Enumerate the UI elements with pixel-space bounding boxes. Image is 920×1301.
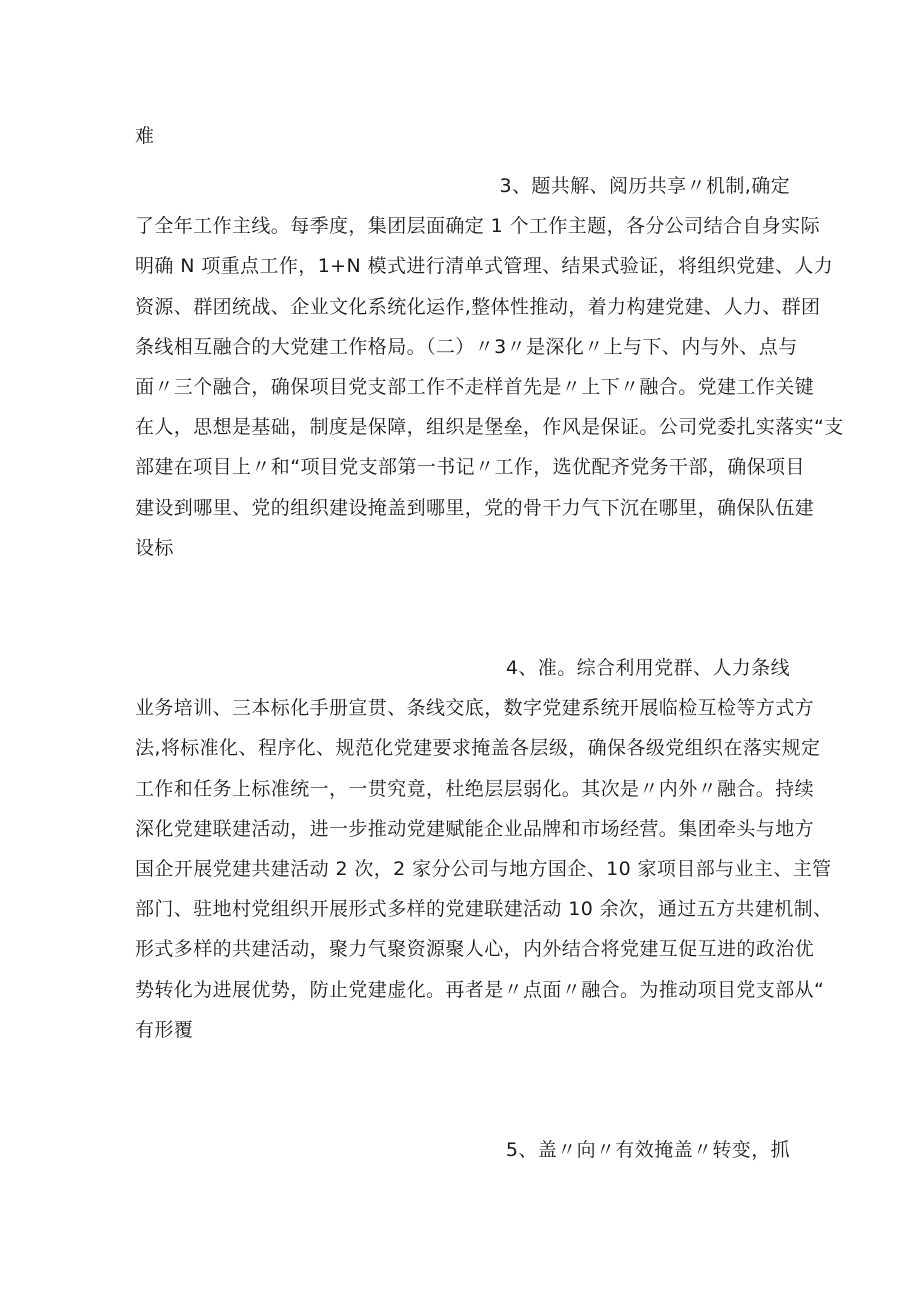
- fragment-line: 难: [135, 125, 155, 147]
- section-3: [135, 166, 844, 568]
- section-3-line: 资源、群团统战、企业文化系统化运作,整体性推动，着力构建党建、人力、群团: [135, 295, 821, 318]
- section-4-line: 深化党建联建活动，进一步推动党建赋能企业品牌和市场经营。集团牵头与地方: [135, 817, 815, 840]
- section-3-line: 在人，思想是基础，制度是保障，组织是堡垒，作风是保证。公司党委扎实落实“支: [135, 416, 844, 439]
- section-4-line: 有形覆: [135, 1018, 194, 1041]
- section-4: [135, 648, 833, 1050]
- section-3-line: 部建在项目上〃和“项目党支部第一书记〃工作，选优配齐党务干部，确保项目: [135, 456, 805, 479]
- section-3-line: 设标: [135, 536, 174, 559]
- section-3-line: 建设到哪里、党的组织建设掩盖到哪里，党的骨干力气下沉在哪里，确保队伍建: [135, 496, 815, 519]
- section-5: [135, 1130, 790, 1170]
- section-4-line: 业务培训、三本标化手册宣贯、条线交底，数字党建系统开展临检互检等方式方: [135, 697, 815, 720]
- section-4-line: 形式多样的共建活动，聚力气聚资源聚人心，内外结合将党建互促互进的政治优: [135, 938, 815, 961]
- section-4-line: 法,将标准化、程序化、规范化党建要求掩盖各层级，确保各级党组织在落实规定: [135, 737, 821, 760]
- section-4-heading: 4、准。综合利用党群、人力条线: [505, 657, 790, 679]
- section-3-heading: 3、题共解、阅历共享〃机制,确定: [499, 175, 790, 197]
- section-4-line: 国企开展党建共建活动 2 次，2 家分公司与地方国企、10 家项目部与业主、主管: [135, 857, 832, 880]
- section-3-line: 面〃三个融合，确保项目党支部工作不走样首先是〃上下〃融合。党建工作关键: [135, 375, 815, 398]
- section-4-line: 部门、驻地村党组织开展形式多样的党建联建活动 10 余次，通过五方共建机制、: [135, 898, 833, 921]
- section-4-line: 势转化为进展优势，防止党建虚化。再者是〃点面〃融合。为推动项目党支部从“: [135, 978, 825, 1001]
- section-3-line: 明确 N 项重点工作，1+N 模式进行清单式管理、结果式验证，将组织党建、人力: [135, 255, 834, 278]
- section-4-line: 工作和任务上标准统一，一贯究竟，杜绝层层弱化。其次是〃内外〃融合。持续: [135, 777, 815, 800]
- section-3-line: 了全年工作主线。每季度，集团层面确定 1 个工作主题，各分公司结合自身实际: [135, 215, 820, 238]
- section-5-heading: 5、盖〃向〃有效掩盖〃转变，抓: [505, 1139, 790, 1161]
- fragment-block: [135, 116, 790, 156]
- section-3-line: 条线相互融合的大党建工作格局。（二）〃3〃是深化〃上与下、内与外、点与: [135, 335, 798, 358]
